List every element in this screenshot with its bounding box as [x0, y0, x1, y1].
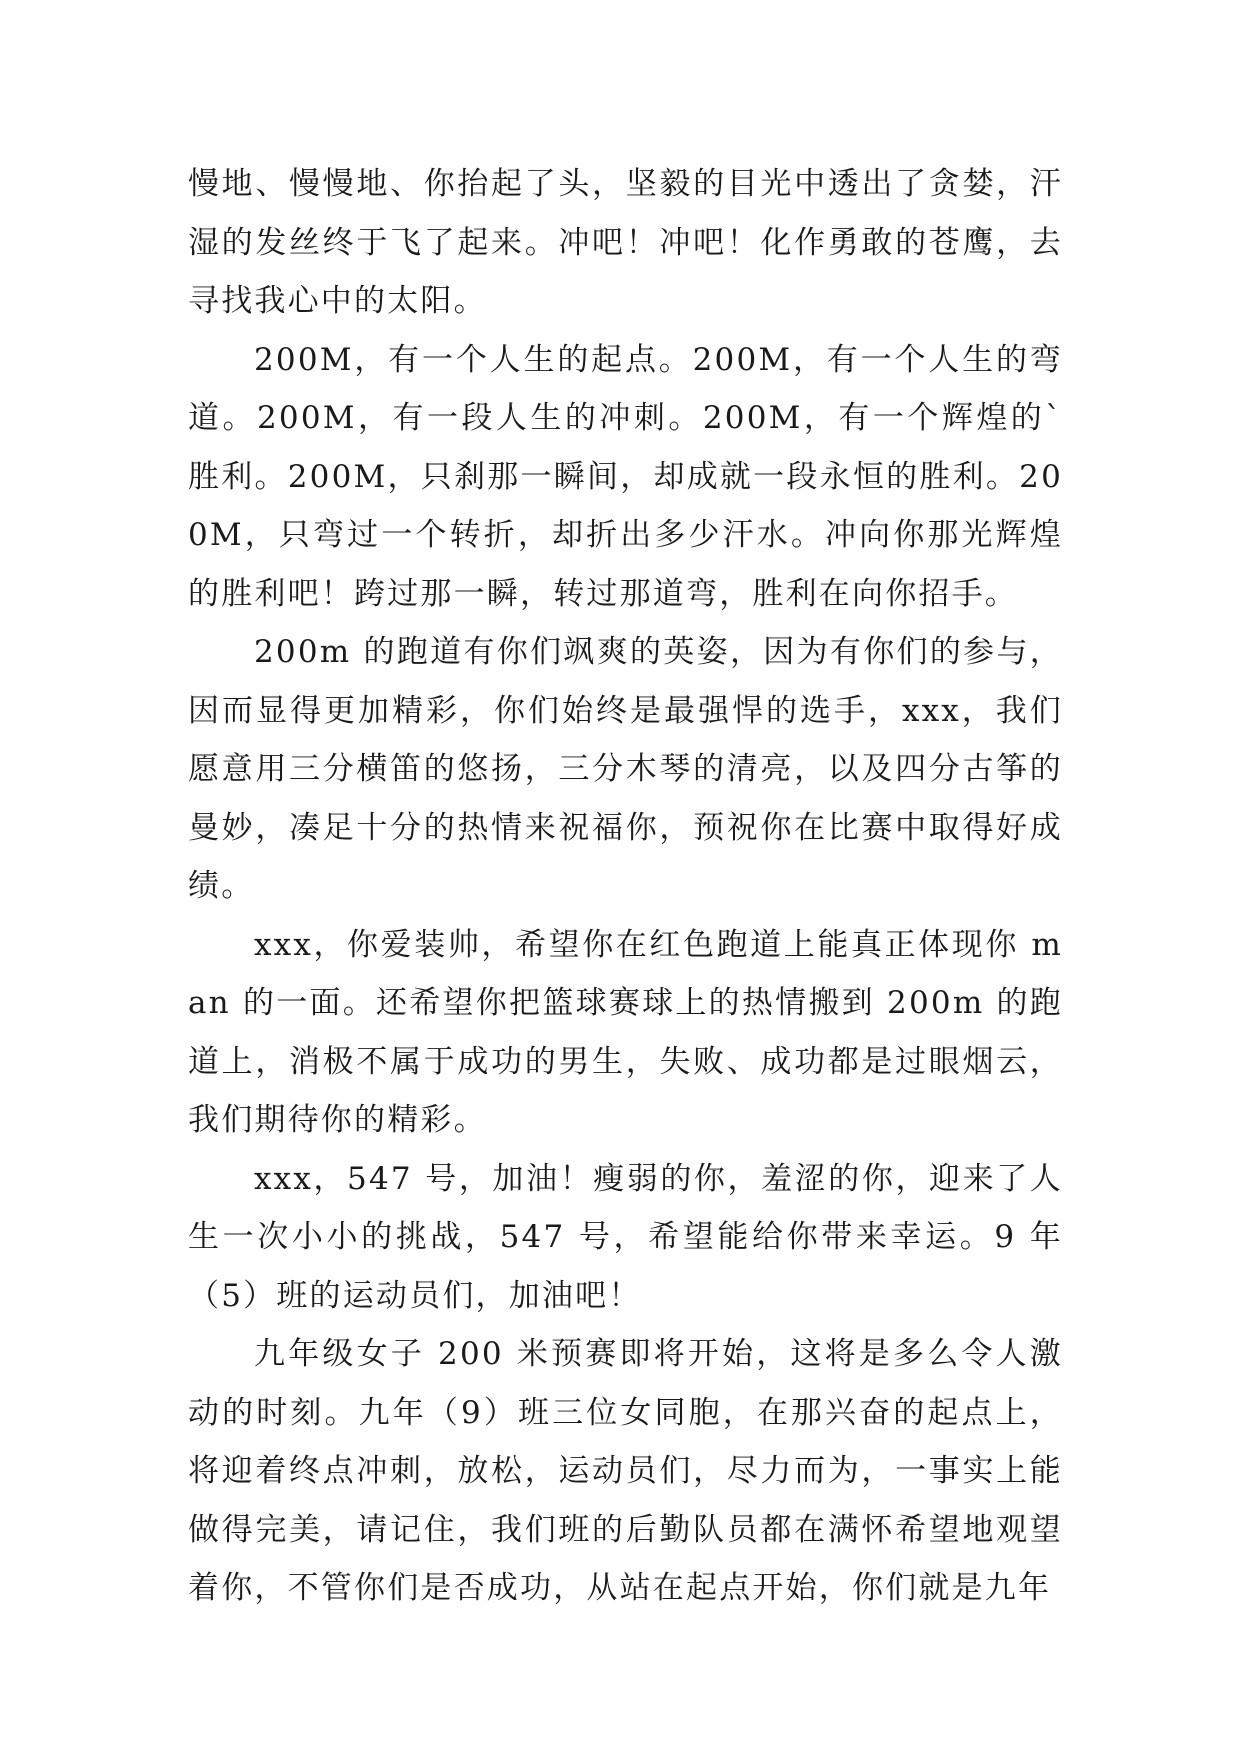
paragraph-xxx-handsome: xxx，你爱装帅，希望你在红色跑道上能真正体现你 man 的一面。还希望你把篮球赛球上的热情搬到 200m 的跑道上，消极不属于成功的男生，失败、成功都是过眼烟云，我们期待你的精彩。 — [188, 926, 1063, 1138]
paragraph-200m-track: 200m 的跑道有你们飒爽的英姿，因为有你们的参与，因而显得更加精彩，你们始终是最强悍的选手，xxx，我们愿意用三分横笛的悠扬，三分木琴的清亮，以及四分古筝的曼妙，凑足十分的热情来祝福你，预祝你在比赛中取得好成绩。 — [188, 634, 1063, 904]
paragraph-continuation: 慢地、慢慢地、你抬起了头，坚毅的目光中透出了贪婪，汗湿的发丝终于飞了起来。冲吧！冲吧！化作勇敢的苍鹰，去寻找我心中的太阳。 — [188, 166, 1063, 319]
paragraph-200m-start: 200M，有一个人生的起点。200M，有一个人生的弯道。200M，有一段人生的冲刺。200M，有一个辉煌的`胜利。200M，只刹那一瞬间，却成就一段永恒的胜利。200M，只弯过一个转折，却折出多少汗水。冲向你那光辉煌的胜利吧！跨过那一瞬，转过那道弯，胜利在向你招手。 — [188, 341, 1063, 612]
paragraph-547: xxx，547 号，加油！瘦弱的你，羞涩的你，迎来了人生一次小小的挑战，547 号，希望能给你带来幸运。9 年（5）班的运动员们，加油吧！ — [188, 1160, 1063, 1314]
paragraph-girls-200m: 九年级女子 200 米预赛即将开始，这将是多么令人激动的时刻。九年（9）班三位女同胞，在那兴奋的起点上，将迎着终点冲刺，放松，运动员们，尽力而为，一事实上能做得完美，请记住，我们班的后勤队员都在满怀希望地观望着你，不管你们是否成功，从站在起点开始，你们就是九年 — [188, 1336, 1063, 1606]
document-body — [188, 155, 1063, 1618]
